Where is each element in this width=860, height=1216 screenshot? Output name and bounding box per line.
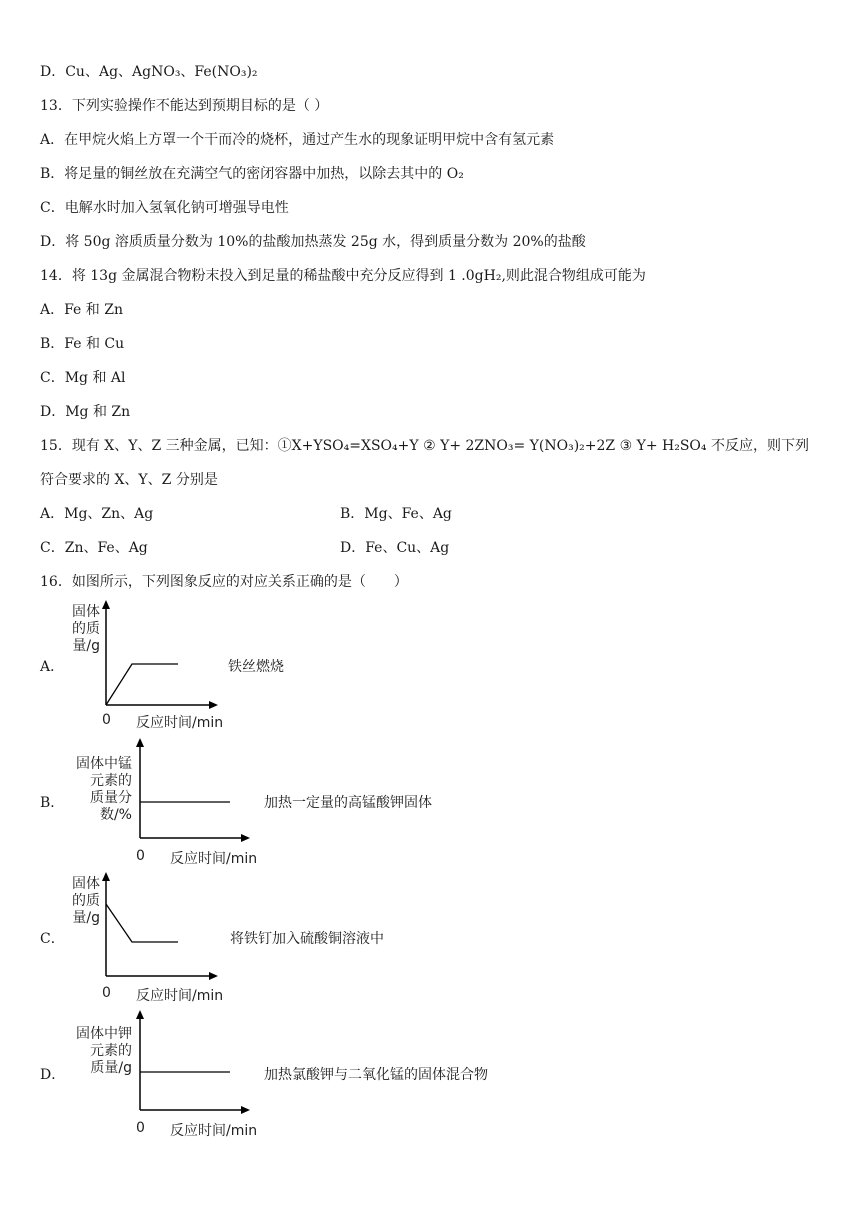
graph-b-ylabel-3: 质量分 <box>90 790 132 806</box>
graph-b-description: 加热一定量的高锰酸钾固体 <box>264 795 432 811</box>
q15-stem-line1: 15．现有 X、Y、Z 三种金属，已知：①X+YSO₄=XSO₄+Y ② Y+ 2ZNO₃= Y(NO₃)₂+2Z ③ Y+ H₂SO₄ 不反应，则下列 <box>40 438 809 454</box>
q16-graph-b <box>60 738 460 870</box>
graph-c-description: 将铁钉加入硫酸铜溶液中 <box>230 931 384 947</box>
q16-stem: 16．如图所示，下列图象反应的对应关系正确的是（ ） <box>40 574 408 590</box>
graph-c-origin: 0 <box>102 985 111 1001</box>
q16-option-a-letter: A． <box>40 659 65 675</box>
graph-a-axes <box>60 600 220 710</box>
graph-d-ylabel-3: 质量/g <box>90 1060 132 1076</box>
q15-stem-line2: 符合要求的 X、Y、Z 分别是 <box>40 472 218 488</box>
graph-b-ylabel-1: 固体中锰 <box>76 756 132 772</box>
graph-a-ylabel-1: 固体 <box>72 604 100 620</box>
q15-option-a: A．Mg、Zn、Ag <box>40 506 154 522</box>
graph-b-origin: 0 <box>136 848 145 864</box>
graph-c-ylabel-2: 的质 <box>72 893 100 909</box>
graph-b-xlabel: 反应时间/min <box>170 851 258 867</box>
graph-a-ylabel-2: 的质 <box>72 621 100 637</box>
q12-option-d: D．Cu、Ag、AgNO₃、Fe(NO₃)₂ <box>40 64 258 80</box>
q16-option-c-letter: C． <box>40 931 65 947</box>
q14-option-a: A．Fe 和 Zn <box>40 302 123 318</box>
q14-option-d: D．Mg 和 Zn <box>40 404 131 420</box>
graph-a-origin: 0 <box>102 712 111 728</box>
graph-c-ylabel-1: 固体 <box>72 876 100 892</box>
graph-a-xlabel: 反应时间/min <box>136 715 224 731</box>
graph-d-xlabel: 反应时间/min <box>170 1123 258 1139</box>
q13-option-a: A．在甲烷火焰上方罩一个干而冷的烧杯，通过产生水的现象证明甲烷中含有氢元素 <box>40 132 555 148</box>
graph-d-description: 加热氯酸钾与二氧化锰的固体混合物 <box>264 1067 488 1083</box>
q16-option-d-letter: D． <box>40 1067 66 1083</box>
graph-c-ylabel-3: 量/g <box>72 910 100 926</box>
graph-a-ylabel-3: 量/g <box>72 638 100 654</box>
graph-b-axes <box>60 738 260 843</box>
q14-option-c: C．Mg 和 Al <box>40 370 126 386</box>
graph-b-ylabel-4: 数/% <box>99 807 132 823</box>
q13-stem: 13．下列实验操作不能达到预期目标的是（ ） <box>40 98 329 114</box>
q16-graph-d <box>60 1010 520 1142</box>
q15-option-c: C．Zn、Fe、Ag <box>40 540 148 556</box>
q16-graph-c <box>60 872 420 1007</box>
graph-d-ylabel-2: 元素的 <box>90 1043 132 1059</box>
q16-option-b-letter: B． <box>40 795 65 811</box>
graph-a-curve <box>106 664 178 705</box>
graph-d-ylabel-1: 固体中钾 <box>76 1026 132 1042</box>
q13-option-c: C．电解水时加入氢氧化钠可增强导电性 <box>40 200 289 216</box>
graph-b-ylabel-2: 元素的 <box>90 773 132 789</box>
graph-d-axes <box>60 1010 260 1115</box>
q15-option-b: B．Mg、Fe、Ag <box>340 506 452 522</box>
graph-a-description: 铁丝燃烧 <box>228 659 284 675</box>
q13-option-b: B．将足量的铜丝放在充满空气的密闭容器中加热，以除去其中的 O₂ <box>40 166 464 182</box>
q15-option-d: D．Fe、Cu、Ag <box>340 540 450 556</box>
q13-option-d: D．将 50g 溶质质量分数为 10%的盐酸加热蒸发 25g 水，得到质量分数为 20%的盐酸 <box>40 234 586 250</box>
graph-c-xlabel: 反应时间/min <box>136 988 224 1004</box>
graph-c-axes <box>60 872 220 982</box>
q14-stem: 14．将 13g 金属混合物粉末投入到足量的稀盐酸中充分反应得到 1 .0gH₂,则此混合物组成可能为 <box>40 268 646 284</box>
graph-d-origin: 0 <box>136 1120 145 1136</box>
graph-c-curve <box>106 904 178 942</box>
q14-option-b: B．Fe 和 Cu <box>40 336 125 352</box>
q16-graph-a <box>60 600 320 735</box>
